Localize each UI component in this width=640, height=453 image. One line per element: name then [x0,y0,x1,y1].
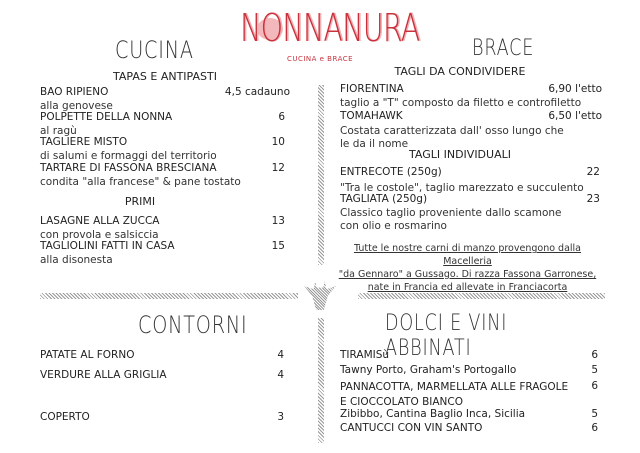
item-name: Tawny Porto, Graham's Portogallo [340,364,517,376]
logo: NONNANURA [240,6,420,50]
coperto-price: 3 [277,411,284,423]
tagline: CUCINA e BRACE [286,55,354,63]
tapas-heading: TAPAS E ANTIPASTI [113,70,217,83]
item-price: 4 [277,349,284,361]
divider-vertical-top [318,85,324,265]
item-name: TOMAHAWK [340,110,403,122]
menu-item [40,240,175,266]
item-price: 6 [278,111,285,123]
item-name: Zibibbo, Cantina Baglio Inca, Sicilia [340,408,526,420]
item-name: PATATE AL FORNO [40,349,135,361]
item-name: VERDURE ALLA GRIGLIA [40,369,167,381]
section-title-contorni: CONTORNI [138,311,248,339]
primi-heading: PRIMI [124,195,156,208]
item-desc: "Tra le costole", taglio marezzato e succulento [340,182,584,194]
item-name: ENTRECOTE (250g) [340,166,442,178]
menu-item [340,380,568,410]
item-price: 10 [271,136,285,148]
item-desc: Classico taglio proveniente dallo scamone con olio e rosmarino [340,207,562,232]
note-line: "da Gennaro" a Gussago. Di razza Fassona Garronese, [338,269,597,280]
item-desc: Costata caratterizzata dall' osso lungo che le da il nome [340,125,564,150]
section-title-dolci: DOLCI E VINI ABBINATI [385,311,508,361]
item-desc: taglio a "T" composto da filetto e controfiletto [340,97,582,109]
item-desc: alla genovese [40,100,113,112]
item-name: POLPETTE DELLA NONNA [40,111,173,123]
item-desc: con provola e salsiccia [40,229,159,241]
item-price: 6,90 l'etto [548,83,602,95]
item-price: 6 [591,349,598,361]
meat-origin-note [330,242,605,294]
item-price: 6 [591,422,598,434]
note-line: Tutte le nostre carni di manzo provengono dalla Macelleria [353,243,581,267]
item-name: TAGLIATA (250g) [340,193,428,205]
item-price: 4,5 cadauno [224,86,290,98]
condividere-heading: TAGLI DA CONDIVIDERE [394,65,526,78]
item-name: TARTARE DI FASSONA BRESCIANA [40,162,217,174]
item-name: TAGLIERE MISTO [40,136,128,148]
item-price: 13 [271,215,285,227]
item-price: 12 [271,162,285,174]
menu-item [40,111,172,137]
item-name: LASAGNE ALLA ZUCCA [40,215,160,227]
item-price: 23 [586,193,600,205]
item-price: 4 [277,369,284,381]
coperto-label: COPERTO [40,411,90,423]
menu-item [40,215,159,241]
item-name: FIORENTINA [340,83,404,95]
item-desc: alla disonesta [40,254,113,266]
item-name: BAO RIPIENO [40,86,109,98]
item-price: 22 [586,166,600,178]
item-price: 5 [591,408,598,420]
item-name: TIRAMISù [340,349,390,361]
item-price: 6 [591,380,598,392]
section-title-cucina: CUCINA [115,36,194,64]
item-desc: di salumi e formaggi del territorio [40,150,217,162]
item-desc: al ragù [40,125,77,137]
item-price: 6,50 l'etto [548,110,602,122]
divider-vertical-bottom [318,318,324,443]
item-name: PANNACOTTA, MARMELLATA ALLE FRAGOLE [340,381,569,393]
item-name: CANTUCCI CON VIN SANTO [340,422,483,434]
item-name: TAGLIOLINI FATTI IN CASA [40,240,175,252]
item-price: 5 [591,364,598,376]
item-desc: condita "alla francese" & pane tostato [40,176,241,188]
note-line: nate in Francia ed allevate in Franciacorta [367,282,568,293]
individuali-heading: TAGLI INDIVIDUALI [409,148,511,161]
menu-item [40,86,113,112]
item-price: 15 [271,240,285,252]
section-title-brace: BRACE [472,36,535,61]
divider-horizontal-left [40,293,298,299]
item-name-cont: E CIOCCOLATO BIANCO [340,396,464,408]
